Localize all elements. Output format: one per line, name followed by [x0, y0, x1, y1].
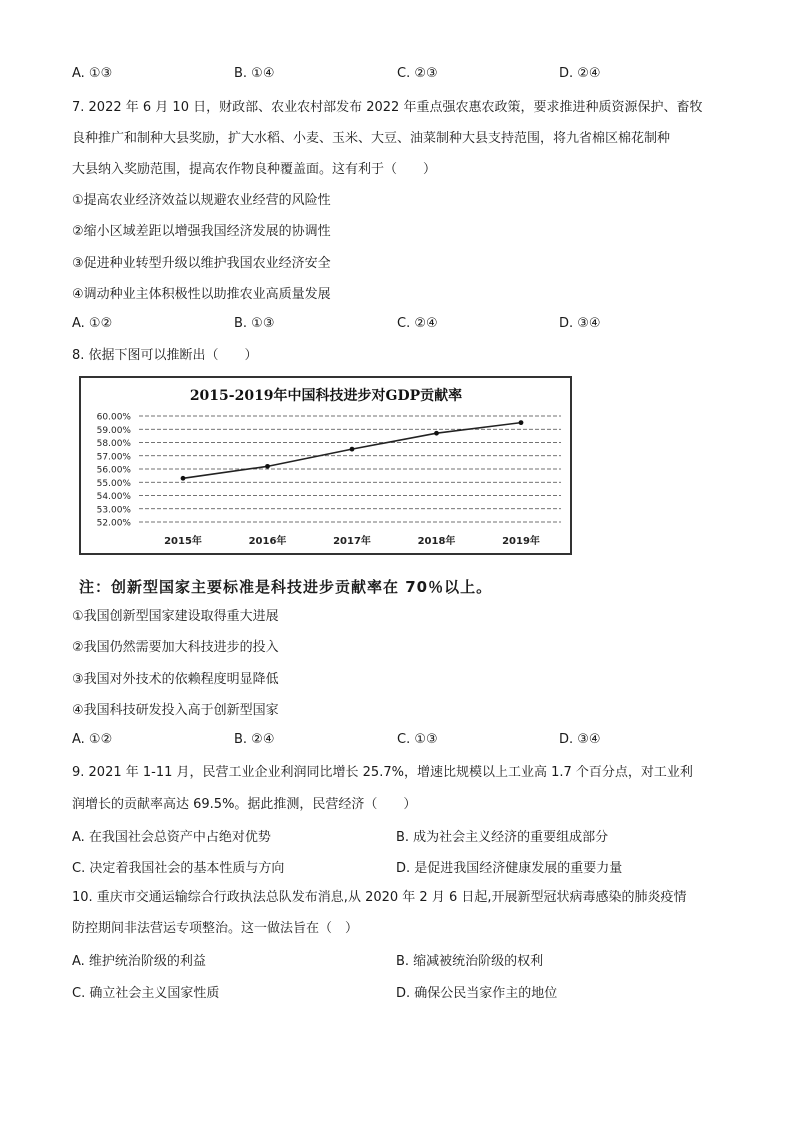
q7-item-2: ②缩小区域差距以增强我国经济发展的协调性 [72, 224, 331, 239]
x-tick-label: 2015年 [164, 536, 202, 547]
y-tick-label: 57.00% [96, 452, 131, 463]
q7-option-c: C. ②④ [397, 316, 438, 331]
q7-option-a: A. ①② [72, 316, 113, 331]
x-tick-label: 2019年 [502, 536, 540, 547]
q9-stem-line-2: 润增长的贡献率高达 69.5%。据此推测，民营经济（ ） [72, 797, 417, 812]
x-tick-label: 2018年 [417, 536, 456, 547]
y-tick-label: 56.00% [96, 465, 131, 476]
q10-stem-line-1: 10. 重庆市交通运输综合行政执法总队发布消息,从 2020 年 2 月 6 日起,开展新型冠状病毒感染的肺炎疫情 [72, 890, 687, 905]
q8-item-3: ③我国对外技术的依赖程度明显降低 [72, 672, 279, 687]
data-point [519, 420, 524, 425]
data-point [350, 447, 355, 452]
q7-item-4: ④调动种业主体积极性以助推农业高质量发展 [72, 287, 331, 302]
q8-options [72, 732, 732, 752]
q9-option-d: D. 是促进我国经济健康发展的重要力量 [396, 861, 623, 876]
q7-stem-line-2: 良种推广和制种大县奖励，扩大水稻、小麦、玉米、大豆、油菜制种大县支持范围，将九省棉区棉花制种 [72, 131, 671, 146]
q7-item-1: ①提高农业经济效益以规避农业经营的风险性 [72, 193, 331, 208]
q8-item-2: ②我国仍然需要加大科技进步的投入 [72, 640, 279, 655]
q9-option-c: C. 决定着我国社会的基本性质与方向 [72, 861, 285, 876]
q8-item-4: ④我国科技研发投入高于创新型国家 [72, 703, 279, 718]
y-tick-label: 54.00% [96, 492, 131, 502]
data-point [434, 431, 439, 436]
q9-option-a: A. 在我国社会总资产中占绝对优势 [72, 830, 271, 845]
q9-options-row-1 [72, 826, 732, 846]
q9-options-row-2 [72, 857, 732, 877]
q10-option-c: C. 确立社会主义国家性质 [72, 986, 220, 1001]
q6-options [72, 66, 732, 86]
gdp-contribution-chart [79, 376, 572, 555]
q7-options [72, 316, 732, 336]
data-point [265, 464, 270, 469]
q8-item-1: ①我国创新型国家建设取得重大进展 [72, 609, 279, 624]
x-tick-label: 2017年 [333, 536, 371, 547]
q8-option-d: D. ③④ [559, 732, 601, 747]
q10-option-a: A. 维护统治阶级的利益 [72, 954, 206, 969]
y-tick-label: 55.00% [96, 478, 131, 489]
q8-option-b: B. ②④ [234, 732, 275, 747]
q8-option-c: C. ①③ [397, 732, 438, 747]
chart-svg [81, 378, 570, 553]
y-tick-label: 59.00% [96, 425, 131, 436]
q7-stem-line-1: 7. 2022 年 6 月 10 日，财政部、农业农村部发布 2022 年重点强农惠农政策，要求推进种质资源保护、畜牧 [72, 100, 703, 115]
data-point [181, 476, 186, 481]
q6-option-c: C. ②③ [397, 66, 438, 81]
q8-note: 注：创新型国家主要标准是科技进步贡献率在 70％以上。 [79, 578, 493, 596]
y-tick-label: 53.00% [96, 505, 131, 516]
q7-item-3: ③促进种业转型升级以维护我国农业经济安全 [72, 256, 331, 271]
q10-option-d: D. 确保公民当家作主的地位 [396, 986, 558, 1001]
q9-stem-line-1: 9. 2021 年 1-11 月，民营工业企业利润同比增长 25.7%，增速比规模以上工业高 1.7 个百分点，对工业利 [72, 765, 693, 780]
q7-option-d: D. ③④ [559, 316, 601, 331]
y-tick-label: 58.00% [96, 439, 131, 449]
y-tick-label: 52.00% [96, 518, 131, 529]
q10-options-row-2 [72, 982, 732, 1002]
q9-option-b: B. 成为社会主义经济的重要组成部分 [396, 830, 609, 845]
chart-title: 2015-2019年中国科技进步对GDP贡献率 [189, 388, 463, 404]
q10-stem-line-2: 防控期间非法营运专项整治。这一做法旨在（ ） [72, 921, 359, 936]
q10-options-row-1 [72, 950, 732, 970]
q7-option-b: B. ①③ [234, 316, 275, 331]
q10-option-b: B. 缩减被统治阶级的权利 [396, 954, 544, 969]
q6-option-b: B. ①④ [234, 66, 275, 81]
q6-option-a: A. ①③ [72, 66, 113, 81]
x-tick-label: 2016年 [248, 536, 287, 547]
q7-stem-line-3: 大县纳入奖励范围，提高农作物良种覆盖面。这有利于（ ） [72, 162, 437, 177]
y-tick-label: 60.00% [96, 412, 131, 423]
q8-stem: 8. 依据下图可以推断出（ ） [72, 348, 258, 363]
q8-option-a: A. ①② [72, 732, 113, 747]
q6-option-d: D. ②④ [559, 66, 601, 81]
